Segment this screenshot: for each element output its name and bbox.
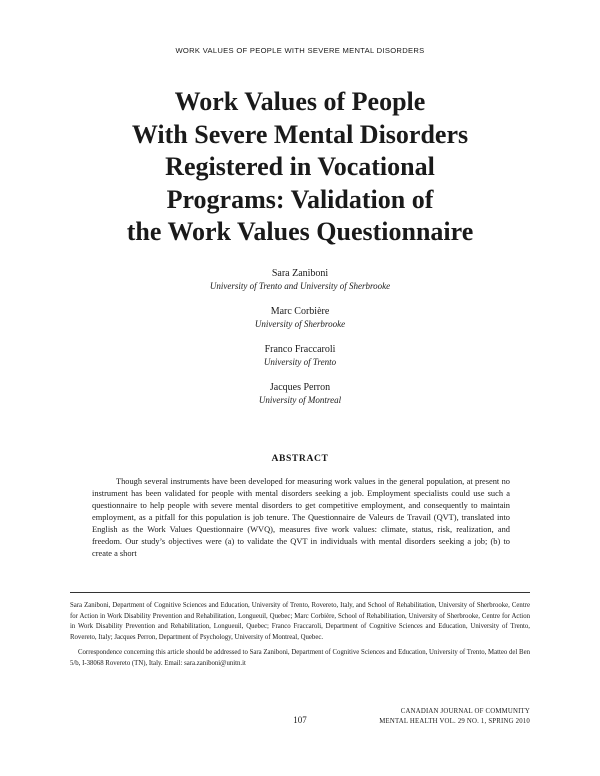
author-affiliation: University of Trento xyxy=(263,357,337,367)
title-line: Registered in Vocational xyxy=(165,152,435,181)
author-affiliation: University of Montreal xyxy=(258,395,342,405)
title-line: Work Values of People xyxy=(174,87,426,116)
author-block xyxy=(0,267,600,292)
author-affiliation: University of Sherbrooke xyxy=(254,319,346,329)
title-line: With Severe Mental Disorders xyxy=(131,119,469,149)
author-name: Sara Zaniboni xyxy=(271,268,329,279)
running-header: WORK VALUES OF PEOPLE WITH SEVERE MENTAL DISORDERS xyxy=(175,46,425,55)
abstract-heading: ABSTRACT xyxy=(271,453,329,464)
page-number: 107 xyxy=(293,715,307,725)
journal-issue: MENTAL HEALTH VOL. 29 NO. 1, SPRING 2010 xyxy=(379,717,530,725)
title-line: the Work Values Questionnaire xyxy=(126,217,474,246)
journal-info xyxy=(330,707,530,726)
author-note: Sara Zaniboni, Department of Cognitive Sciences and Education, University of Trento, Rovereto, Italy, and School of Rehabilitation, University of Sherbrooke, Centre for Action in Work Disability Prevention and Rehabilitation, Longueuil, Quebec; Marc Corbière, School of Rehabilitation, University of Sherbrooke, Centre for Action in Work Disability Prevention and Rehabilitation, Longueuil, Quebec; Franco Fraccaroli, Department of Cognitive Sciences and Education, University of Trento, Rovereto, Italy; Jacques Perron, Department of Psychology, University of Montreal, Quebec. xyxy=(70,602,530,642)
author-block xyxy=(0,305,600,330)
correspondence-note: Correspondence concerning this article should be addressed to Sara Zaniboni, Department of Cognitive Sciences and Education, University of Trento, Matteo del Ben 5/b, I-38068 Rovereto (TN), Italy. Email: sara.zaniboni@unitn.it xyxy=(70,648,530,667)
author-name: Marc Corbière xyxy=(270,306,330,317)
author-block xyxy=(0,343,600,368)
author-list xyxy=(0,267,600,419)
author-name: Jacques Perron xyxy=(269,382,331,393)
author-name: Franco Fraccaroli xyxy=(264,344,336,355)
author-affiliation: University of Trento and University of Sherbrooke xyxy=(209,281,391,291)
author-block xyxy=(0,381,600,406)
abstract-text: Though several instruments have been developed for measuring work values in the general population, at present no instrument has been validated for people with mental disorders seeking a job. Employment specialists could use such a questionnaire to help people with severe mental disorders to get competitive employment, and consequently to maintain employment, as a pitfall for this population is job tenure. The Questionnaire de Valeurs de Travail (QVT), translated into English as the Work Values Questionnaire (WVQ), measures five work values: climate, status, risk, realization, and freedom. Our study’s objectives were (a) to validate the QVT in individuals with mental disorders seeking a job; (b) to create a short xyxy=(92,477,510,558)
article-title xyxy=(60,86,540,249)
journal-name: CANADIAN JOURNAL OF COMMUNITY xyxy=(400,708,530,715)
title-line: Programs: Validation of xyxy=(166,184,434,214)
footnote-divider xyxy=(70,592,530,593)
footnotes xyxy=(70,601,530,673)
